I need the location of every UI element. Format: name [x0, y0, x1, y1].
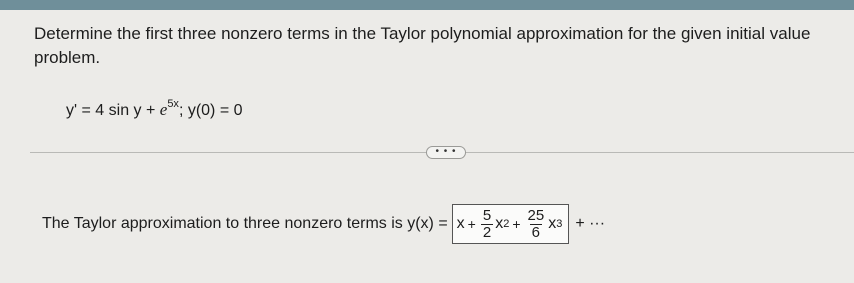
- answer-var3: x: [548, 215, 557, 232]
- question-text: Determine the first three nonzero terms in the Taylor polynomial approximation for the given initial value problem.: [34, 24, 811, 67]
- expand-more-button[interactable]: • • •: [426, 146, 466, 159]
- answer-prompt: The Taylor approximation to three nonzero terms is y(x) =: [42, 215, 448, 232]
- top-strip: [0, 0, 854, 10]
- equation-lhs: y' = 4 sin y +: [66, 102, 160, 119]
- answer-line: [42, 206, 605, 242]
- answer-fraction1: [481, 208, 493, 241]
- answer-term1: x: [456, 215, 465, 232]
- answer-fraction2: [526, 208, 547, 241]
- fraction2-denominator: 6: [531, 223, 541, 241]
- fraction2-numerator: 25: [527, 206, 545, 224]
- answer-input-box[interactable]: [452, 204, 570, 244]
- answer-plus1: +: [467, 216, 476, 232]
- answer-tail: + ···: [575, 215, 606, 232]
- answer-var2: x: [495, 215, 504, 232]
- fraction1-denominator: 2: [482, 223, 492, 241]
- fraction1-numerator: 5: [482, 206, 492, 224]
- answer-pow2: 2: [503, 218, 510, 230]
- equation-exp-power: 5x: [167, 98, 179, 110]
- answer-plus2: +: [512, 216, 521, 232]
- differential-equation: [66, 98, 243, 120]
- equation-initial-condition: ; y(0) = 0: [178, 102, 243, 119]
- equation-exp-base: e: [159, 100, 168, 119]
- answer-pow3: 3: [556, 218, 563, 230]
